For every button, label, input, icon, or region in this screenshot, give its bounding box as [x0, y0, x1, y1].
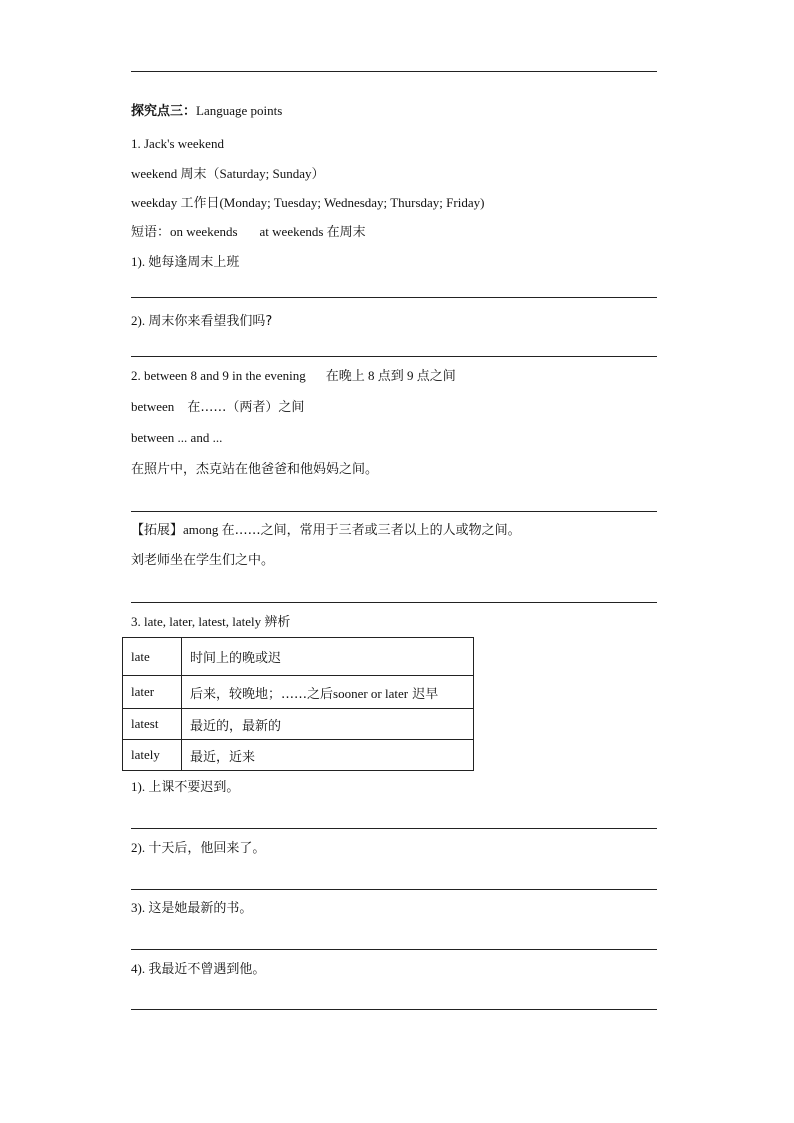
question-text: 十天后，他回来了。 [148, 841, 266, 856]
answer-line-p3-q1[interactable] [131, 828, 657, 829]
extension-line [131, 521, 521, 540]
weekday-days: (Monday; Tuesday; Wednesday; Thursday; Friday) [219, 195, 485, 210]
weekend-close: ） [311, 167, 325, 182]
table-meaning-cn-2: 迟早 [412, 686, 439, 702]
heading-number: 8 [368, 368, 375, 383]
phrase-on-weekends: on weekends [170, 224, 238, 239]
table-row [123, 676, 474, 709]
phrase-label: 短语： [131, 225, 171, 240]
weekday-word: weekday [131, 195, 178, 210]
p1-question-2 [131, 312, 272, 331]
table-meaning-en: sooner or later [333, 685, 409, 701]
question-text: 周末你来看望我们吗? [148, 314, 273, 329]
question-number: 2). [131, 840, 146, 855]
phrase-at-weekends: at weekends [259, 224, 324, 239]
question-text: 这是她最新的书。 [148, 901, 253, 916]
p1-question-1 [131, 253, 239, 272]
heading-cn-part: 在晚上 [325, 369, 365, 384]
question-number: 1). [131, 254, 146, 269]
section-title-en: Language points [196, 103, 283, 118]
section-title [131, 102, 282, 121]
point-3-heading-cn: 辨析 [264, 615, 291, 630]
between-sentence: 在照片中，杰克站在他爸爸和他妈妈之间。 [131, 462, 379, 477]
weekend-definition [131, 165, 325, 184]
between-word: between [131, 399, 175, 414]
table-row [123, 740, 474, 771]
section-title-cn: 探究点三： [131, 104, 197, 119]
question-text: 上课不要迟到。 [148, 780, 240, 795]
point-3-heading [131, 613, 290, 632]
question-text: 她每逢周末上班 [148, 255, 240, 270]
point-2-heading-en: 2. between 8 and 9 in the evening [131, 368, 306, 383]
point-1-heading: 1. Jack's weekend [131, 136, 224, 151]
extension-word: among [183, 522, 219, 537]
question-number: 3). [131, 900, 146, 915]
p3-question-4 [131, 960, 265, 979]
header-rule [131, 71, 657, 72]
answer-line-p3-q3[interactable] [131, 949, 657, 950]
weekend-word: weekend [131, 166, 178, 181]
answer-line-p3-q4[interactable] [131, 1009, 657, 1010]
point-3-heading-en: 3. late, later, latest, lately [131, 614, 262, 629]
answer-line-p1-q1[interactable] [131, 297, 657, 298]
between-definition [131, 398, 304, 417]
weekday-definition [131, 194, 484, 213]
table-meaning: 时间上的晚或迟 [182, 638, 474, 676]
table-meaning: 最近的，最新的 [182, 709, 474, 740]
weekend-cn: 周末（ [180, 167, 220, 182]
extension-sentence: 刘老师坐在学生们之中。 [131, 553, 275, 568]
table-word: later [123, 676, 182, 709]
table-word: late [123, 638, 182, 676]
table-meaning-cn: 后来，较晚地；……之后 [190, 686, 334, 702]
question-text: 我最近不曾遇到他。 [148, 962, 266, 977]
table-word: latest [123, 709, 182, 740]
answer-line-p3-q2[interactable] [131, 889, 657, 890]
extension-label: 【拓展】 [131, 523, 184, 538]
extension-cn: 在……之间，常用于三者或三者以上的人或物之间。 [221, 523, 521, 538]
table-row [123, 709, 474, 740]
weekday-cn: 工作日 [180, 196, 220, 211]
phrase-line [131, 223, 366, 242]
word-comparison-table [122, 637, 474, 771]
answer-line-p1-q2[interactable] [131, 356, 657, 357]
question-number: 4). [131, 961, 146, 976]
table-word: lately [123, 740, 182, 771]
table-row [123, 638, 474, 676]
table-meaning [182, 676, 474, 709]
p3-question-1 [131, 778, 239, 797]
question-number: 1). [131, 779, 146, 794]
p3-question-2 [131, 839, 265, 858]
answer-line-p2-extension[interactable] [131, 602, 657, 603]
table-meaning: 最近，近来 [182, 740, 474, 771]
heading-cn-part: 点到 [377, 369, 404, 384]
heading-number: 9 [407, 368, 414, 383]
phrase-cn: 在周末 [326, 225, 366, 240]
weekend-days: Saturday; Sunday [219, 166, 312, 181]
between-cn: 在……（两者）之间 [187, 400, 305, 415]
answer-line-p2-sentence[interactable] [131, 511, 657, 512]
question-number: 2). [131, 313, 146, 328]
heading-cn-part: 点之间 [416, 369, 456, 384]
point-2-heading [131, 367, 456, 386]
between-pattern: between ... and ... [131, 430, 223, 445]
p3-question-3 [131, 899, 252, 918]
